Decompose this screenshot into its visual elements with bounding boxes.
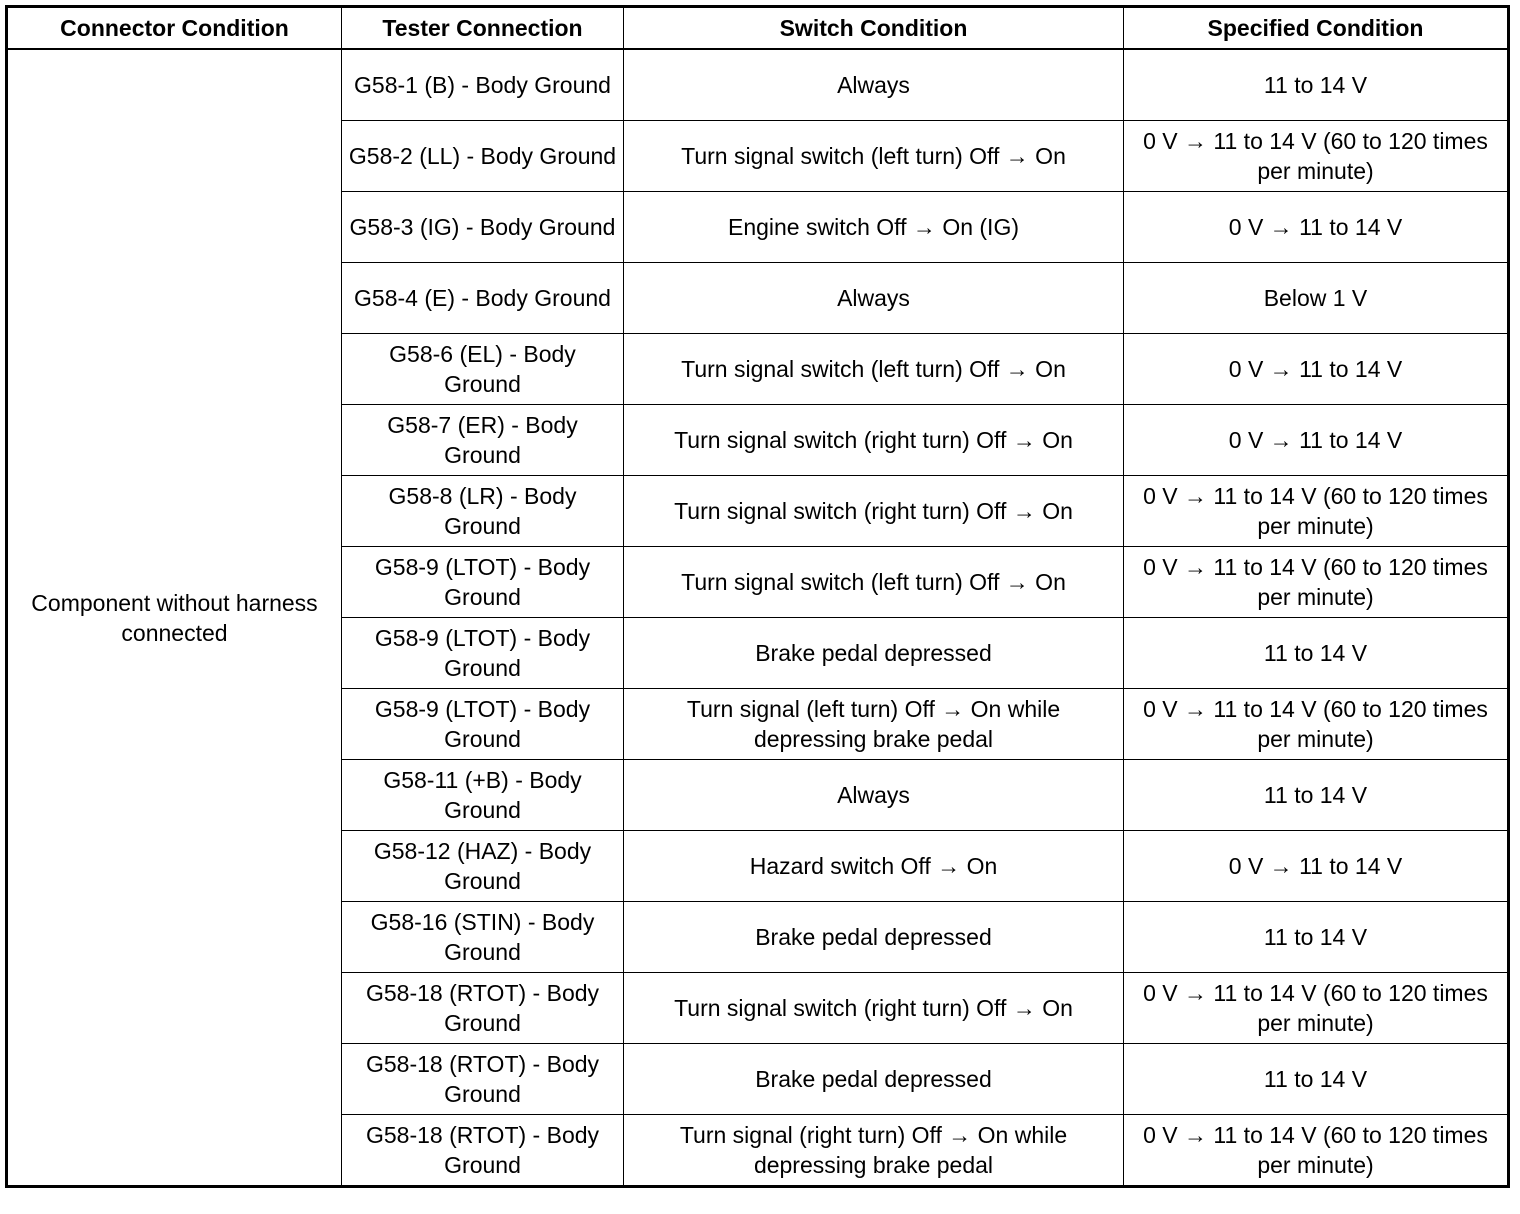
specified-condition-cell: 11 to 14 V xyxy=(1124,902,1509,973)
specification-table xyxy=(5,5,1510,1188)
header-switch-condition: Switch Condition xyxy=(624,7,1124,50)
tester-connection-cell: G58-12 (HAZ) - Body Ground xyxy=(342,831,624,902)
tester-connection-cell: G58-9 (LTOT) - Body Ground xyxy=(342,689,624,760)
header-tester-connection: Tester Connection xyxy=(342,7,624,50)
specified-condition-cell: 0 V → 11 to 14 V (60 to 120 times per minute) xyxy=(1124,121,1509,192)
specified-condition-cell: 0 V → 11 to 14 V xyxy=(1124,192,1509,263)
switch-condition-cell: Always xyxy=(624,263,1124,334)
tester-connection-cell: G58-1 (B) - Body Ground xyxy=(342,49,624,121)
specified-condition-cell: 0 V → 11 to 14 V xyxy=(1124,831,1509,902)
switch-condition-cell: Turn signal switch (left turn) Off → On xyxy=(624,121,1124,192)
tester-connection-cell: G58-18 (RTOT) - Body Ground xyxy=(342,1044,624,1115)
specified-condition-cell: 11 to 14 V xyxy=(1124,1044,1509,1115)
specified-condition-cell: 11 to 14 V xyxy=(1124,618,1509,689)
switch-condition-cell: Brake pedal depressed xyxy=(624,618,1124,689)
switch-condition-cell: Hazard switch Off → On xyxy=(624,831,1124,902)
tester-connection-cell: G58-8 (LR) - Body Ground xyxy=(342,476,624,547)
switch-condition-cell: Brake pedal depressed xyxy=(624,902,1124,973)
switch-condition-cell: Brake pedal depressed xyxy=(624,1044,1124,1115)
switch-condition-cell: Turn signal switch (right turn) Off → On xyxy=(624,973,1124,1044)
tester-connection-cell: G58-7 (ER) - Body Ground xyxy=(342,405,624,476)
tester-connection-cell: G58-9 (LTOT) - Body Ground xyxy=(342,618,624,689)
tester-connection-cell: G58-2 (LL) - Body Ground xyxy=(342,121,624,192)
switch-condition-cell: Turn signal (right turn) Off → On while depressing brake pedal xyxy=(624,1115,1124,1187)
switch-condition-cell: Turn signal switch (left turn) Off → On xyxy=(624,547,1124,618)
tester-connection-cell: G58-18 (RTOT) - Body Ground xyxy=(342,1115,624,1187)
switch-condition-cell: Engine switch Off → On (IG) xyxy=(624,192,1124,263)
header-row xyxy=(7,7,1509,50)
table-header xyxy=(7,7,1509,50)
switch-condition-cell: Always xyxy=(624,760,1124,831)
specified-condition-cell: 0 V → 11 to 14 V (60 to 120 times per minute) xyxy=(1124,689,1509,760)
table-body xyxy=(7,49,1509,1187)
tester-connection-cell: G58-3 (IG) - Body Ground xyxy=(342,192,624,263)
tester-connection-cell: G58-9 (LTOT) - Body Ground xyxy=(342,547,624,618)
specified-condition-cell: 11 to 14 V xyxy=(1124,49,1509,121)
switch-condition-cell: Turn signal (left turn) Off → On while depressing brake pedal xyxy=(624,689,1124,760)
specified-condition-cell: 0 V → 11 to 14 V (60 to 120 times per minute) xyxy=(1124,547,1509,618)
switch-condition-cell: Always xyxy=(624,49,1124,121)
tester-connection-cell: G58-18 (RTOT) - Body Ground xyxy=(342,973,624,1044)
connector-condition-cell: Component without harness connected xyxy=(7,49,342,1187)
switch-condition-cell: Turn signal switch (right turn) Off → On xyxy=(624,405,1124,476)
specified-condition-cell: Below 1 V xyxy=(1124,263,1509,334)
header-connector-condition: Connector Condition xyxy=(7,7,342,50)
tester-connection-cell: G58-6 (EL) - Body Ground xyxy=(342,334,624,405)
specified-condition-cell: 11 to 14 V xyxy=(1124,760,1509,831)
specified-condition-cell: 0 V → 11 to 14 V (60 to 120 times per minute) xyxy=(1124,1115,1509,1187)
tester-connection-cell: G58-4 (E) - Body Ground xyxy=(342,263,624,334)
specified-condition-cell: 0 V → 11 to 14 V xyxy=(1124,334,1509,405)
switch-condition-cell: Turn signal switch (right turn) Off → On xyxy=(624,476,1124,547)
header-specified-condition: Specified Condition xyxy=(1124,7,1509,50)
specified-condition-cell: 0 V → 11 to 14 V xyxy=(1124,405,1509,476)
table-row xyxy=(7,49,1509,121)
tester-connection-cell: G58-16 (STIN) - Body Ground xyxy=(342,902,624,973)
specified-condition-cell: 0 V → 11 to 14 V (60 to 120 times per minute) xyxy=(1124,973,1509,1044)
switch-condition-cell: Turn signal switch (left turn) Off → On xyxy=(624,334,1124,405)
specified-condition-cell: 0 V → 11 to 14 V (60 to 120 times per minute) xyxy=(1124,476,1509,547)
tester-connection-cell: G58-11 (+B) - Body Ground xyxy=(342,760,624,831)
